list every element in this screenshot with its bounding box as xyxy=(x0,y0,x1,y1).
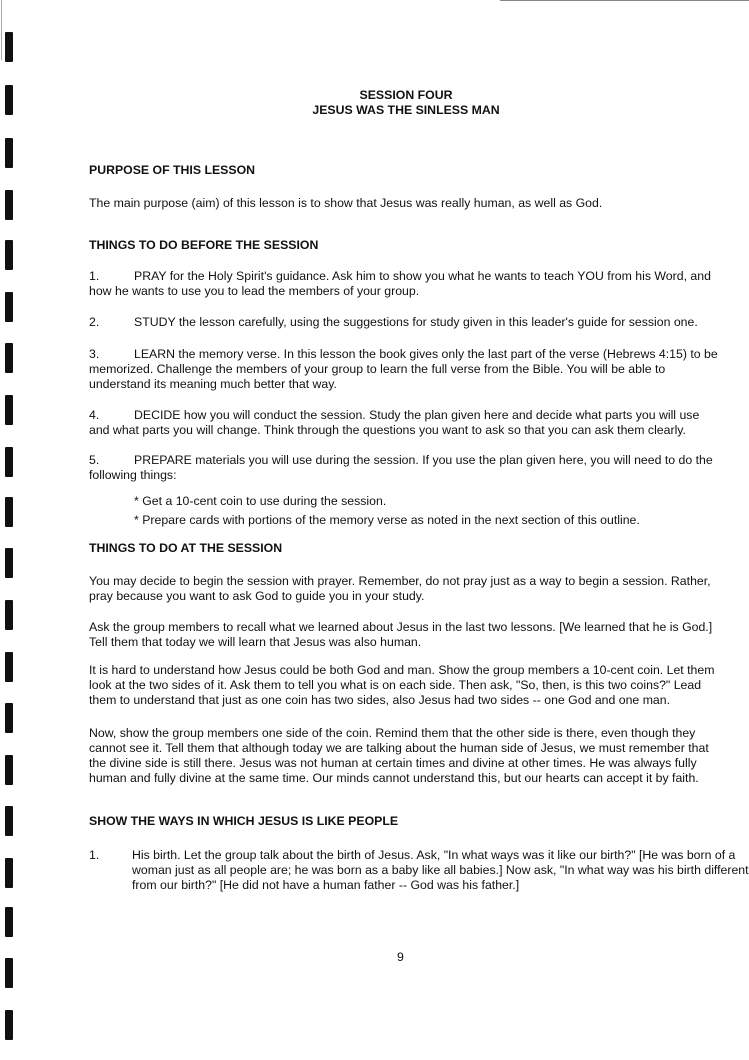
item-text: LEARN the memory verse. In this lesson the book gives only the last part of the verse (Hebrews 4:15) to be memorized. Challenge the members of your group to learn the full verse from the Bible. You will be able to understand its meaning much better that way. xyxy=(89,347,718,391)
item-text: STUDY the lesson carefully, using the suggestions for study given in this leader's guide for session one. xyxy=(134,315,698,329)
binder-hole xyxy=(5,497,13,527)
page-number: 9 xyxy=(397,950,404,964)
at-paragraph-4: Now, show the group members one side of the coin. Remind them that the other side is there, even though they cannot see it. Tell them that although today we are talking about the human side of Jesus, we must remember that the divine side is still there. Jesus was not human at certain times and divine at other times. He was always fully human and fully divine at the same time. Our minds cannot understand this, but our hearts can accept it by faith. xyxy=(89,726,709,785)
item-text: His birth. Let the group talk about the birth of Jesus. Ask, "In what ways was it like our birth?" [He was born of a woman just as all people are; he was born as a baby like all babies.] Now ask, "In what way was his birth different from our birth?" [He did not have a human father -- God was his father.] xyxy=(132,848,749,892)
item-text: DECIDE how you will conduct the session. Study the plan given here and decide what parts you will use and what parts you will change. Think through the questions you want to ask so that you can ask them clearly. xyxy=(89,408,700,437)
binder-hole xyxy=(5,240,13,270)
before-item-1 xyxy=(89,269,719,299)
bullet-item: * Prepare cards with portions of the memory verse as noted in the next section of this outline. xyxy=(134,513,640,527)
before-heading: THINGS TO DO BEFORE THE SESSION xyxy=(89,238,319,252)
binder-hole xyxy=(5,703,13,733)
ways-heading: SHOW THE WAYS IN WHICH JESUS IS LIKE PEOPLE xyxy=(89,814,399,828)
purpose-heading: PURPOSE OF THIS LESSON xyxy=(89,163,256,177)
bullet-item: * Get a 10-cent coin to use during the session. xyxy=(134,494,387,508)
item-text: PRAY for the Holy Spirit's guidance. Ask him to show you what he wants to teach YOU from his Word, and how he wants to use you to lead the members of your group. xyxy=(89,269,711,298)
binder-hole xyxy=(5,958,13,988)
item-number: 2. xyxy=(89,315,100,329)
binder-hole xyxy=(5,32,13,62)
item-number: 3. xyxy=(89,347,100,361)
scan-edge-line xyxy=(1,0,2,60)
binder-hole xyxy=(5,548,13,578)
ways-item-1 xyxy=(89,848,749,893)
binder-hole xyxy=(5,343,13,373)
binder-hole xyxy=(5,652,13,682)
before-item-4 xyxy=(89,408,719,438)
at-paragraph-2: Ask the group members to recall what we learned about Jesus in the last two lessons. [We learned that he is God.] Tell them that today we will learn that Jesus was also human. xyxy=(89,620,713,649)
binder-hole xyxy=(5,138,13,168)
binder-hole xyxy=(5,292,13,322)
session-number: SESSION FOUR xyxy=(359,88,453,102)
before-item-2 xyxy=(89,315,719,330)
page-title: JESUS WAS THE SINLESS MAN xyxy=(312,103,500,117)
at-heading: THINGS TO DO AT THE SESSION xyxy=(89,541,283,555)
item-number: 1. xyxy=(89,269,100,283)
binder-hole xyxy=(5,190,13,220)
scan-edge-line xyxy=(500,0,749,1)
item-text: PREPARE materials you will use during the session. If you use the plan given here, you will need to do the following things: xyxy=(89,453,713,482)
binder-hole xyxy=(5,907,13,937)
binder-hole xyxy=(5,395,13,425)
at-paragraph-3: It is hard to understand how Jesus could be both God and man. Show the group members a 10-cent coin. Let them look at the two sides of it. Ask them to tell you what is on each side. Then ask, "So, then, is this two coins?" Lead them to understand that just as one coin has two sides, also Jesus had two sides -- one God and one man. xyxy=(89,663,715,707)
binder-hole xyxy=(5,858,13,888)
before-item-5 xyxy=(89,453,719,483)
item-number: 1. xyxy=(89,848,100,862)
binder-hole xyxy=(5,806,13,836)
item-number: 5. xyxy=(89,453,100,467)
at-paragraph-1: You may decide to begin the session with prayer. Remember, do not pray just as a way to begin a session. Rather, pray because you want to ask God to guide you in your study. xyxy=(89,574,711,603)
item-number: 4. xyxy=(89,408,100,422)
purpose-text: The main purpose (aim) of this lesson is to show that Jesus was really human, as well as God. xyxy=(89,196,603,210)
binder-hole xyxy=(5,755,13,785)
binder-hole xyxy=(5,600,13,630)
binder-hole xyxy=(5,447,13,477)
before-item-3 xyxy=(89,347,719,392)
binder-hole xyxy=(5,1010,13,1040)
